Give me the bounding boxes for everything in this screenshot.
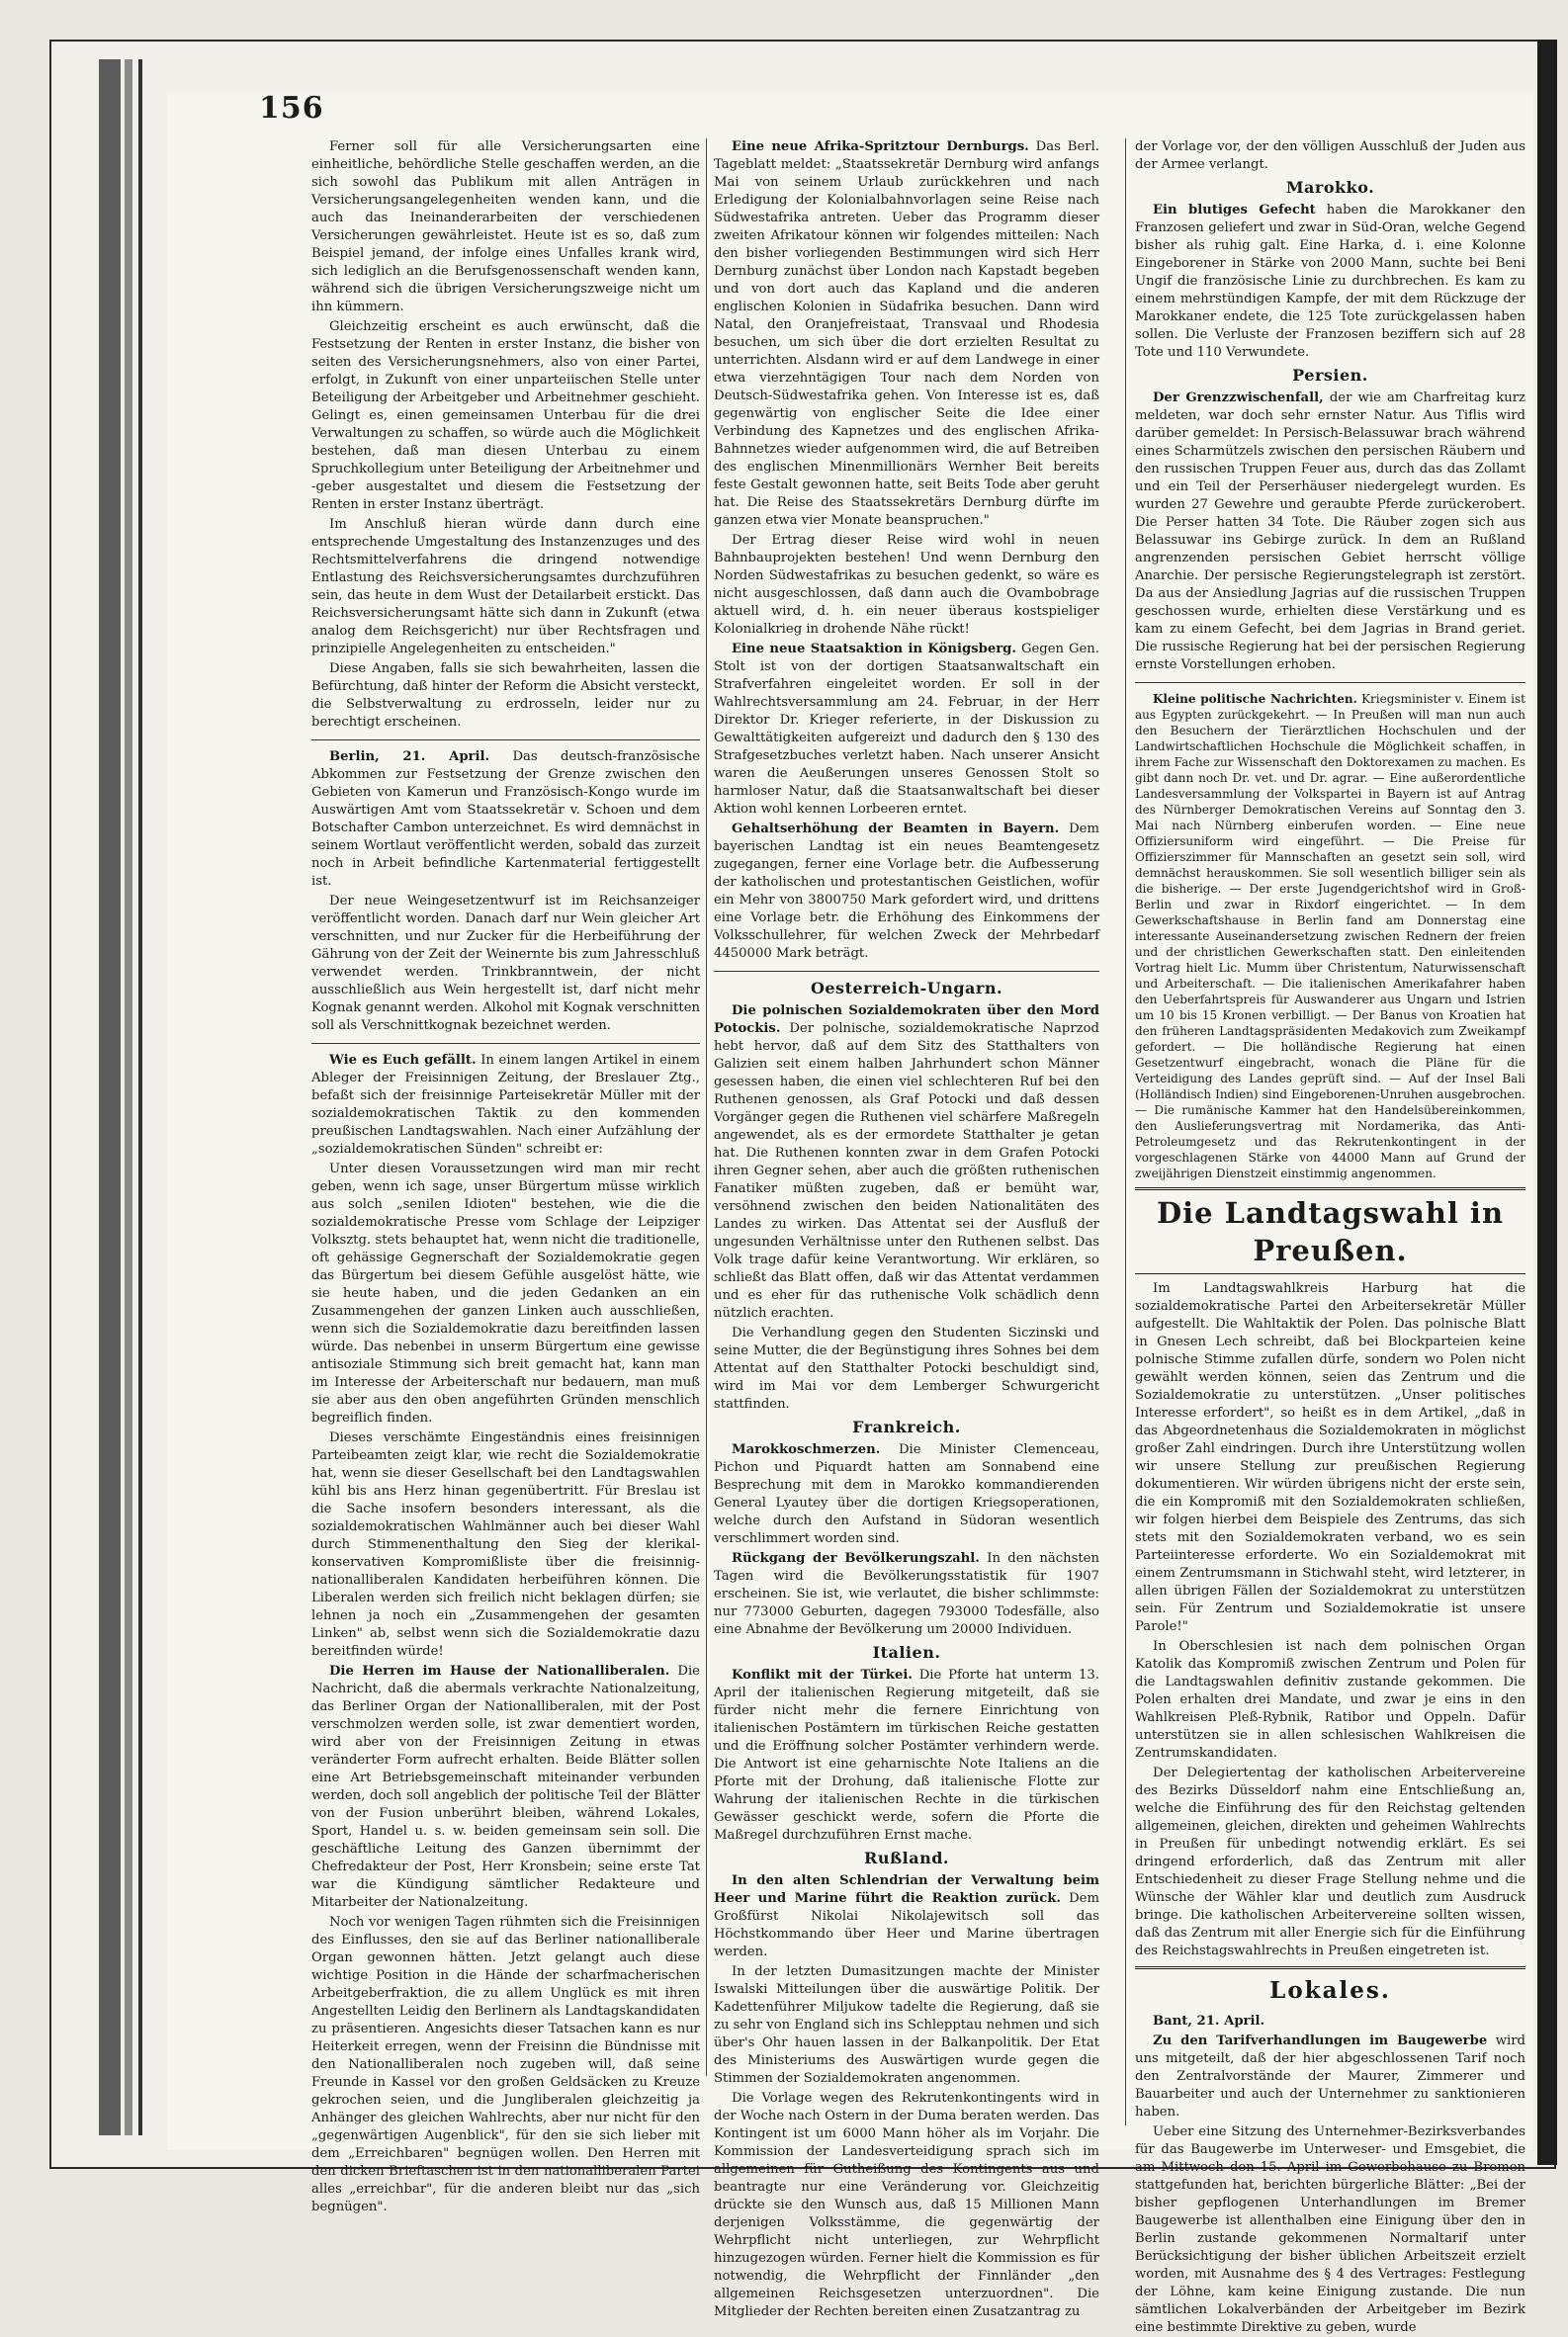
article-text: haben die Marokkaner den Franzosen geliefert und zwar in Süd-Oran, welche Gegend bisher als ruhig galt. Eine Harka, d. i. eine Kolonne Eingeborener in Stärke von 2000 Mann, suchte bei Beni Ungif die französische Linie zu durchbrechen. Es kam zu einem mehrstündigen Kampfe, der mit dem Rückzuge der Marokkaner endete, die 125 Tote zurückgelassen haben sollen. Die Verluste der Franzosen beziffern sich auf 28 Tote und 110 Verwundete. xyxy=(1135,203,1525,360)
article xyxy=(714,1002,1099,1323)
paragraph: Im Landtagswahlkreis Harburg hat die sozialdemokratische Partei den Arbeitersekretär Müller aufgestellt. Die Wahltaktik der Polen. Das polnische Blatt in Gnesen Lech schreibt, daß bei Blockparteien keine polnische Stimme zufallen dürfe, sondern wo Polen nicht gewählt werden können, seien das Zentrum und die Sozialdemokratie zu unterstützen. „Unser politisches Interesse erfordert", so heißt es in dem Artikel, „daß in das Abgeordnetenhaus die Sozialdemokraten in möglichst großer Zahl eindringen. Durch ihre Unterstützung wollen wir unsere Stellung zur preußischen Regierung dokumentieren. Wir würden übrigens nicht der erste sein, die ein Kompromiß mit den Sozialdemokraten schließen, wir folgen hierbei dem Beispiele des Zentrums, das sich stets mit den Sozialdemokraten verband, wo es sein Parteiinteresse erforderte. Wo ein Sozialdemokrat mit einem Zentrumsmann in Stichwahl steht, wird letzterer, in allen übrigen Fällen der Sozialdemokrat zu unterstützen sein. Für Zentrum und Sozialdemokratie ist unsere Parole!" xyxy=(1135,1281,1525,1634)
section-heading: Persien. xyxy=(1292,366,1368,385)
paragraph: Ueber eine Sitzung des Unternehmer-Bezirksverbandes für das Baugewerbe im Unterweser- und Emsgebiet, die am Mittwoch den 15. April im Gewerbehause zu Bremen stattgefunden hat, berichten bürgerliche Blätter: „Bei der bisher gepflogenen Unterhandlungen im Bremer Baugewerbe ist allenthalben eine Einigung über den in Berlin zustande gekommenen Normaltarif unter Berücksichtigung der bisher üblichen Arbeitszeit erzielt worden, mit Ausnahme des § 4 des Vertrages: Festlegung der Löhne, kam keine Einigung zustande. Die nun sämtlichen Lokalverbänden der Arbeitgeber im Bezirk eine bestimmte Direktive zu geben, wurde xyxy=(1135,2124,1525,2335)
article xyxy=(714,1550,1099,1639)
article-text: In den nächsten Tagen wird die Bevölkerungsstatistik für 1907 erscheinen. Sie ist, wie verlautet, die bisher schlimmste: nur 773000 Geburten, dagegen 793000 Todesfälle, also eine Abnahme der Bevölkerung um 20000 Individuen. xyxy=(714,1551,1099,1637)
page-number: 156 xyxy=(259,91,324,126)
section-title: Lokales. xyxy=(1135,1966,1525,2007)
dateline xyxy=(1135,2013,1525,2031)
article-heading: Wie es Euch gefällt. xyxy=(329,1053,477,1068)
binding-inner-edge xyxy=(138,59,142,2135)
column-rule xyxy=(706,138,707,2076)
divider xyxy=(1135,682,1525,683)
paragraph: Im Anschluß hieran würde dann durch eine entsprechende Umgestaltung des Instanzenzuges und des Rechtsmittelverfahrens die dringend notwendige Entlastung des Reichsversicherungsamtes durchzuführen sein, das heute in dem Wust der Detailarbeit erstickt. Das Reichsversicherungsamt hätte sich dann in Zukunft (etwa analog dem Reichsgericht) nur über Rechtsfragen und prinzipielle Angelegenheiten zu entscheiden." xyxy=(311,517,700,656)
paragraph: Die Verhandlung gegen den Studenten Siczinski und seine Mutter, die der Begünstigung ihres Sohnes bei dem Attentat auf den Statthalter Potocki beschuldigt sind, wird im Mai vor dem Lemberger Schwurgericht stattfinden. xyxy=(714,1326,1099,1412)
paragraph: Ferner soll für alle Versicherungsarten eine einheitliche, behördliche Stelle geschaffen werden, an die sich sowohl das Publikum mit allen Anträgen in Versicherungsangelegenheiten wenden kann, und die auch das Ineinanderarbeiten der verschiedenen Versicherungen gewährleistet. Heute ist es so, daß zum Beispiel jemand, der infolge eines Unfalles krank wird, sich lediglich an die Berufsgenossenschaft wenden kann, während sich die übrigen Versicherungszweige nicht um ihn kümmern. xyxy=(311,139,700,314)
column-1 xyxy=(311,138,700,2214)
article-heading: Die Herren im Hause der Nationalliberalen. xyxy=(329,1664,670,1679)
article-text: Die Pforte hat unterm 13. April der italienischen Regierung mitgeteilt, daß sie fürder nicht mehr die fernere Einrichtung von italienischen Postämtern im türkischen Reiche gestatten und die Eröffnung solcher Postämter verhindern werde. Die Antwort ist eine geharnischte Note Italiens an die Pforte mit der Drohung, daß italienische Flotte zur Wahrung der italienischen Rechte in die türkischen Gewässer geschickt werde, sofern die Pforte die Maßregel durchzuführen Ernst mache. xyxy=(714,1668,1099,1843)
article xyxy=(714,1872,1099,1961)
article-heading: Rückgang der Bevölkerungszahl. xyxy=(732,1551,980,1566)
dateline-text: Bant, 21. April. xyxy=(1153,2014,1265,2029)
article-heading: Zu den Tarifverhandlungen im Baugewerbe xyxy=(1153,2034,1488,2048)
article-text: Dem bayerischen Landtag ist ein neues Beamtengesetz zugegangen, ferner eine Vorlage betr. die Aufbesserung der katholischen und protestantischen Geistlichen, wofür ein Mehr von 3800750 Mark gefordert wird, und drittens eine Vorlage betr. die Erhöhung des Einkommens der Volksschullehrer, für welchen Zweck der Mehrbedarf 4450000 Mark beträgt. xyxy=(714,822,1099,961)
paragraph: Der Delegiertentag der katholischen Arbeitervereine des Bezirks Düsseldorf nahm eine Entschließung an, welche die Einführung des für den Reichstag geltenden allgemeinen, gleichen, direkten und geheimen Wahlrechts in Preußen für unbedingt notwendig erklärt. Es sei dringend erforderlich, daß das Zentrum mit aller Entschiedenheit zu dieser Frage Stellung nehme und die Wünsche der Wähler klar und deutlich zum Ausdruck bringe. Die katholischen Arbeitervereine sollten wissen, daß das Zentrum mit aller Energie sich für die Einführung des Reichstagswahlrechts in Preußen eingetreten ist. xyxy=(1135,1766,1525,1958)
section-heading: Oesterreich-Ungarn. xyxy=(810,979,1003,997)
divider xyxy=(311,739,700,740)
article-heading: Marokkoschmerzen. xyxy=(732,1442,881,1457)
article-heading: Eine neue Afrika-Spritztour Dernburgs. xyxy=(732,139,1029,154)
article-text: Das Berl. Tageblatt meldet: „Staatssekretär Dernburg wird anfangs Mai von seinem Urlaub zurückkehren und nach Erledigung der Kolonialbahnvorlagen seine Reise nach Südwestafrika antreten. Ueber das Programm dieser zweiten Afrikatour können wir folgendes mitteilen: Nach den bisher vorliegenden Bestimmungen wird sich Herr Dernburg zunächst über London nach Kapstadt begeben und von dort auch das Kapland und die anderen englischen Kolonien in Südafrika besuchen. Dann wird Natal, den Oranjefreistaat, Transvaal und Rhodesia besuchen, um sich über die dort erzielten Resultat zu unterrichten. Alsdann wird er auf dem Landwege in einer etwa vierzehntägigen Tour nach dem Norden von Deutsch-Südwestafrika gehen. Von Interesse ist es, daß gegenwärtig von englischer Seite die Idee einer Verbindung des Kapnetzes und des englischen Afrika-Bahnnetzes wieder aufgenommen wird, die auf Betreiben des englischen Minenmillionärs Wernher Beit bereits feste Gestalt gewonnen hatte, seit Beits Tode aber geruht hat. Die Reise des Staatssekretärs Dernburg dürfte im ganzen etwa vier Monate beanspruchen." xyxy=(714,139,1099,528)
column-rule xyxy=(1125,138,1126,2125)
paragraph: Diese Angaben, falls sie sich bewahrheiten, lassen die Befürchtung, daß hinter der Reform die Absicht versteckt, die Selbstverwaltung zu erdrosseln, leider nur zu berechtigt erscheinen. xyxy=(311,661,700,730)
article xyxy=(1135,2033,1525,2121)
article xyxy=(311,1663,700,1912)
article-heading: Berlin, 21. April. xyxy=(329,749,490,764)
section-heading: Italien. xyxy=(872,1643,941,1662)
article xyxy=(311,1052,700,1159)
article-text: In einem langen Artikel in einem Ableger der Freisinnigen Zeitung, der Breslauer Ztg., befaßt sich der freisinnige Parteisekretär Müller mit der sozialdemokratischen Taktik zu den kommenden preußischen Landtagswahlen. Nach einer Aufzählung der „sozialdemokratischen Sünden" schreibt er: xyxy=(311,1053,700,1157)
divider xyxy=(311,1043,700,1044)
paragraph: der Vorlage vor, der den völligen Ausschluß der Juden aus der Armee verlangt. xyxy=(1135,139,1525,172)
article-heading: Kleine politische Nachrichten. xyxy=(1153,692,1357,706)
binding-edge-light xyxy=(125,59,132,2135)
article-text: wird uns mitgeteilt, daß der hier abgeschlossenen Tarif noch den Zentralvorstände der Maurer, Zimmerer und Bauarbeiter und auch der Unternehmer zu sanktionieren haben. xyxy=(1135,2034,1525,2120)
article-text: Dem Großfürst Nikolai Nikolajewitsch soll das Höchstkommando über Heer und Marine übertragen werden. xyxy=(714,1891,1099,1959)
article-heading: Ein blutiges Gefecht xyxy=(1153,203,1316,217)
article-heading: In den alten Schlendrian der Verwaltung beim Heer und Marine führt die Reaktion zurück. xyxy=(714,1873,1099,1906)
article xyxy=(714,138,1099,530)
article-heading: Die polnischen Sozialdemokraten über den Mord Potockis. xyxy=(714,1003,1099,1036)
column-2 xyxy=(714,138,1099,2319)
section-heading: Marokko. xyxy=(1285,178,1375,197)
paragraph: In der letzten Dumasitzungen machte der Minister Iswalski Mitteilungen über die auswärtige Politik. Der Kadettenführer Miljukow tadelte die Regierung, daß sie zu sehr von England sich ins Schlepptau nehmen und sich über's Ohr hauen lassen in der Balkanpolitik. Der Etat des Ministeriums des Auswärtigen wurde gegen die Stimmen der Sozialdemokraten angenommen. xyxy=(714,1964,1099,2086)
quotation: Unter diesen Voraussetzungen wird man mir recht geben, wenn ich sage, unser Bürgertum müsse wirklich aus solch „senilen Idioten" bestehen, wie die die sozialdemokratische Presse vom Schlage der Leipziger Volksztg. stets behauptet hat, wenn nicht die traditionelle, oft gehässige Gegnerschaft der Sozialdemokratie gegen das Bürgertum bei diesem Gefühle ausgelöst hätte, wie sie heute haben, und die jeden Gedanken an ein Zusammengehen der ganzen Linken auch ausschließen, wenn sich die Sozialdemokratie dazu bereitfinden lassen würde. Das nebenbei in unserm Bürgertum eine gewisse antisoziale Stimmung sich breit gemacht hat, kann man im Interesse der Arbeiterschaft nur bedauern, man muß sie aber aus den oben angeführten Gründen menschlich begreiflich finden. xyxy=(311,1162,700,1426)
article xyxy=(1135,390,1525,674)
binding-edge xyxy=(99,59,121,2135)
article xyxy=(714,821,1099,963)
article-text: der wie am Charfreitag kurz meldeten, war doch sehr ernster Natur. Aus Tiflis wird darüber gemeldet: In Persisch-Belassuwar brach während eines Scharmützels zwischen den persischen Räubern und den russischen Truppen Feuer aus, durch das das Zollamt und ein Teil der Perserhäuser niedergelegt wurden. Es wurden 27 Gewehre und geraubte Pferde zurückerobert. Die Perser hatten 34 Tote. Die Räuber zogen sich aus Belassuwar ins Gebirge zurück. In dem an Rußland angrenzenden persischen Gebiet herrscht völlige Anarchie. Der persische Regierungstelegraph ist zerstört. Da aus der Ansiedlung Jagrias auf die russischen Truppen geschossen wurde, erhielten diese Verstärkung und es kam zu einem Gefecht, bei dem Jagrias in Brand geriet. Die russische Regierung hat bei der persischen Regierung ernste Vorstellungen erhoben. xyxy=(1135,390,1525,672)
article-heading: Der Grenzzwischenfall, xyxy=(1153,390,1324,405)
column-3 xyxy=(1135,138,1525,2335)
headline: Die Landtagswahl in Preußen. xyxy=(1135,1187,1525,1274)
divider xyxy=(714,971,1099,972)
paragraph: Der Ertrag dieser Reise wird wohl in neuen Bahnbauprojekten bestehen! Und wenn Dernburg den Norden Südwestafrikas zu besuchen gedenkt, so wäre es nicht ausgeschlossen, daß dann auch die Ovambobrage aktuell wird, d. h. ein neuer überaus kostspieliger Kolonialkrieg in drohende Nähe rückt! xyxy=(714,533,1099,637)
section-heading: Rußland. xyxy=(864,1849,949,1867)
article-heading: Gehaltserhöhung der Beamten in Bayern. xyxy=(732,822,1060,836)
paragraph: Dieses verschämte Eingeständnis eines freisinnigen Parteibeamten zeigt klar, wie recht die Sozialdemokratie hat, wenn sie dieser Gesellschaft bei den Landtagswahlen kühl bis ans Herz hinan gegenübertritt. Für Breslau ist die Sache insofern besonders interessant, als die sozialdemokratischen Wahlmänner auch bei dieser Wahl durch Stimmenenthaltung den Sieg der klerikal-konservativen Kompromißliste über die freisinnig-nationalliberalen Kandidaten herbeiführen können. Die Liberalen werden sich freilich nicht beklagen dürfen; sie lehnen ja noch ein „Zusammengehen der gesamten Linken" ab, selbst wenn sich die Sozialdemokratie dazu bereitfinden würde! xyxy=(311,1430,700,1659)
article-text: Der polnische, sozialdemokratische Naprzod hebt hervor, daß auf dem Sitz des Statthalters von Galizien seit einem halben Jahrhundert schon Männer gesessen haben, die einen viel schlechteren Ruf bei den Ruthenen genossen, als Graf Potocki und daß dessen Vorgänger gegen die Ruthenen viel schärfere Maßregeln angewendet, als es der ermordete Statthalter je getan hat. Die Ruthenen konnten zwar in dem Grafen Potocki ihren Gegner sehen, aber auch die größten ruthenischen Fanatiker müßten zugeben, daß er bemüht war, versöhnend zwischen den beiden Nationalitäten des Landes zu wirken. Das Attentat sei der Ausfluß der ungesunden Verhältnisse unter den Ruthenen selbst. Das Volk trage dafür keine Verantwortung. Wir erklären, so schließt das Blatt offen, daß wir das Attentat verdammen und es eher für das ruthenische Volk schädlich denn nützlich erachten. xyxy=(714,1021,1099,1321)
article xyxy=(714,1667,1099,1845)
paragraph: Die Vorlage wegen des Rekrutenkontingents wird in der Woche nach Ostern in der Duma beraten werden. Das Kontingent ist um 6000 Mann höher als im Vorjahr. Die Kommission der Landesverteidigung sprach sich im allgemeinen für Gutheißung des Kontingents aus und beantragte nur eine Veränderung vor. Gleichzeitig drückte sie den Wunsch aus, daß 15 Millionen Mann derjenigen Volksstämme, die gegenwärtig der Wehrpflicht nicht unterliegen, zur Wehrpflicht hinzugezogen würden. Ferner hielt die Kommission es für notwendig, die Wehrpflicht der Finnländer „den allgemeinen Reichsgesetzen unterzuordnen". Die Mitglieder der Rechten bereiten einen Zusatzantrag zu xyxy=(714,2091,1099,2319)
article-text: Die Minister Clemenceau, Pichon und Piquardt hatten am Sonnabend eine Besprechung mit dem in Marokko kommandierenden General Lyautey über die dortigen Kriegsoperationen, welche durch den Aufstand in Südoran wesentlich verschlimmert worden sind. xyxy=(714,1442,1099,1546)
section-heading: Frankreich. xyxy=(852,1418,961,1436)
article xyxy=(714,641,1099,819)
article-text: Das deutsch-französische Abkommen zur Festsetzung der Grenze zwischen den Gebieten von Kamerun und Französisch-Kongo wurde im Auswärtigen Amt vom Staatssekretär v. Schoen und dem Botschafter Cambon unterzeichnet. Es wird demnächst in seinem Wortlaut veröffentlicht werden, sobald das zurzeit noch in Arbeit befindliche Kartenmaterial fertiggestellt ist. xyxy=(311,749,700,889)
article xyxy=(714,1441,1099,1548)
article-text: Gegen Gen. Stolt ist von der dortigen Staatsanwaltschaft ein Strafverfahren eingeleitet worden. Er soll in der Wahlrechtsversammlung am 24. Februar, in der Herr Direktor Dr. Krieger referierte, in der Diskussion zu Gewalttätigkeiten aufgereizt und dadurch den § 130 des Strafgesetzbuches verletzt haben. Nach unserer Ansicht waren die Aeußerungen unseres Genossen Stolt so harmloser Natur, daß die Staatsanwaltschaft bei dieser Aktion wohl kennen Lorbeeren erntet. xyxy=(714,642,1099,817)
paragraph: In Oberschlesien ist nach dem polnischen Organ Katolik das Kompromiß zwischen Zentrum und Polen für die Landtagswahlen definitiv zustande gekommen. Die Polen erhalten drei Mandate, und zwar je eins in den Wahlkreisen Pleß-Rybnik, Ratibor und Oppeln. Dafür unterstützen sie in allen schlesischen Wahlkreisen die Zentrumskandidaten. xyxy=(1135,1639,1525,1761)
paragraph: Gleichzeitig erscheint es auch erwünscht, daß die Festsetzung der Renten in erster Instanz, die bisher von seiten des Versicherungsnehmers, also von einer Partei, erfolgt, in Zukunft von einer unparteiischen Stelle unter Beteiligung der Arbeitgeber und Arbeitnehmer geschieht. Gelingt es, einen gemeinsamen Unterbau für die drei Verwaltungen zu schaffen, so würde auch die Möglichkeit bestehen, daß man diesen Unterbau zu einem Spruchkollegium unter Beteiligung der Arbeitnehmer und -geber ausgestaltet und diesem die Festsetzung der Renten in erster Instanz überträgt. xyxy=(311,319,700,512)
scan-right-border xyxy=(1537,40,1557,2165)
article-text: Kriegsminister v. Einem ist aus Egypten zurückgekehrt. — In Preußen will man nun auch den Besuchern der Tierärztlichen Hochschulen und der Landwirtschaftlichen Hochschule die Möglichkeit schaffen, in ihrem Fache zur Wissenschaft den Doktorexamen zu machen. Es gibt dann noch Dr. vet. und Dr. agrar. — Eine außerordentliche Landesversammlung der Volkspartei in Bayern ist auf Antrag des Nürnberger Demokratischen Vereins auf Sonntag den 3. Mai nach Nürnberg einberufen worden. — Eine neue Offiziersuniform wird eingeführt. — Die Preise für Offizierszimmer für Mannschaften an gesetzt sein soll, wird demnächst herauskommen. Sie soll wesentlich billiger sein als die bisherige. — Der erste Jugendgerichtshof wird in Groß-Berlin und zwar in Rixdorf eingerichtet. — In dem Gewerkschaftshause in Berlin fand am Donnerstag eine interessante Auseinandersetzung zwischen Rednern der freien und der christlichen Gewerkschaften statt. Den einleitenden Vortrag hielt Lic. Mumm über Christentum, Naturwissenschaft und Arbeiterschaft. — Die italienischen Amerikafahrer haben den Ueberfahrtspreis für Auswanderer aus Ungarn und Istrien um 10 bis 15 Kronen verbilligt. — Der Banus von Kroatien hat den früheren Landtagspräsidenten Medakovich zum Zweikampf gefordert. — Die holländische Regierung hat einen Gesetzentwurf eingebracht, wonach die Pläne für die Verteidigung des Landes geprüft sind. — Auf der Insel Bali (Holländisch Indien) sind Eingeborenen-Unruhen ausgebrochen. — Die rumänische Kammer hat den Handelsübereinkommen, den Auslieferungsvertrag mit Nordamerika, das Anti-Petroleumgesetz und das Rekrutenkontingent in der vorgeschlagenen Stärke von 44000 Mann auf Grund der zweijährigen Dienstzeit einstimmig angenommen. xyxy=(1135,692,1525,1180)
article xyxy=(311,748,700,891)
paragraph: Noch vor wenigen Tagen rühmten sich die Freisinnigen des Einflusses, den sie auf das Berliner nationalliberale Organ gewonnen hätten. Jetzt gelangt auch diese wichtige Position in die Hände der scharfmacherischen Arbeitgeberfraktion, die zu allem Unglück es mit ihren Angestellten Leidig den Berlinern als Landtagskandidaten zu präsentieren. Angesichts dieser Tatsachen kann es nur Heiterkeit erregen, wenn der Freisinn die Bündnisse mit den Nationalliberalen noch zugeben will, daß seine Freunde in Kassel vor den großen Geldsäcken zu Kreuze gekrochen seien, und die Jungliberalen gleichzeitig ja Anhänger des gleichen Wahlrechts, aber nur nicht für den „gegenwärtigen Augenblick", für den sie sich lieber mit dem „Erreichbaren" begnügen wollen. Den Herren mit den dicken Brieftaschen ist in den nationalliberalen Partei alles „erreichbar", für die anderen bleibt nur das „sich begnügen". xyxy=(311,1915,700,2214)
article xyxy=(1135,691,1525,1181)
article-text: Die Nachricht, daß die abermals verkrachte Nationalzeitung, das Berliner Organ der Nationalliberalen, mit der Post verschmolzen werden solle, ist zwar dementiert worden, wird aber von der Freisinnigen Zeitung in etwas veränderter Form aufrecht erhalten. Beide Blätter sollen eine Art Betriebsgemeinschaft miteinander verbunden werden, doch soll angeblich der politische Teil der Blätter von der Fusion unberührt bleiben, während Lokales, Sport, Handel u. s. w. beiden gemeinsam sein soll. Die geschäftliche Leitung des Ganzen übernimmt der Chefredakteur der Post, Herr Kronsbein; seine erste Tat war die Kündigung sämtlicher Redakteure und Mitarbeiter der Nationalzeitung. xyxy=(311,1664,700,1910)
article-heading: Eine neue Staatsaktion in Königsberg. xyxy=(732,642,1016,656)
article xyxy=(1135,202,1525,362)
paragraph: Der neue Weingesetzentwurf ist im Reichsanzeiger veröffentlicht worden. Danach darf nur Wein gleicher Art verschnitten, und nur Zucker für die Herbeiführung der Gährung von der Zeit der Weinernte bis zum Jahresschluß verwendet werden. Trinkbranntwein, der nicht ausschließlich aus Wein hergestellt ist, darf nicht mehr Kognak genannt werden. Alkohol mit Kognak verschnitten soll als Verschnittkognak bezeichnet werden. xyxy=(311,894,700,1033)
article-heading: Konflikt mit der Türkei. xyxy=(732,1668,913,1683)
